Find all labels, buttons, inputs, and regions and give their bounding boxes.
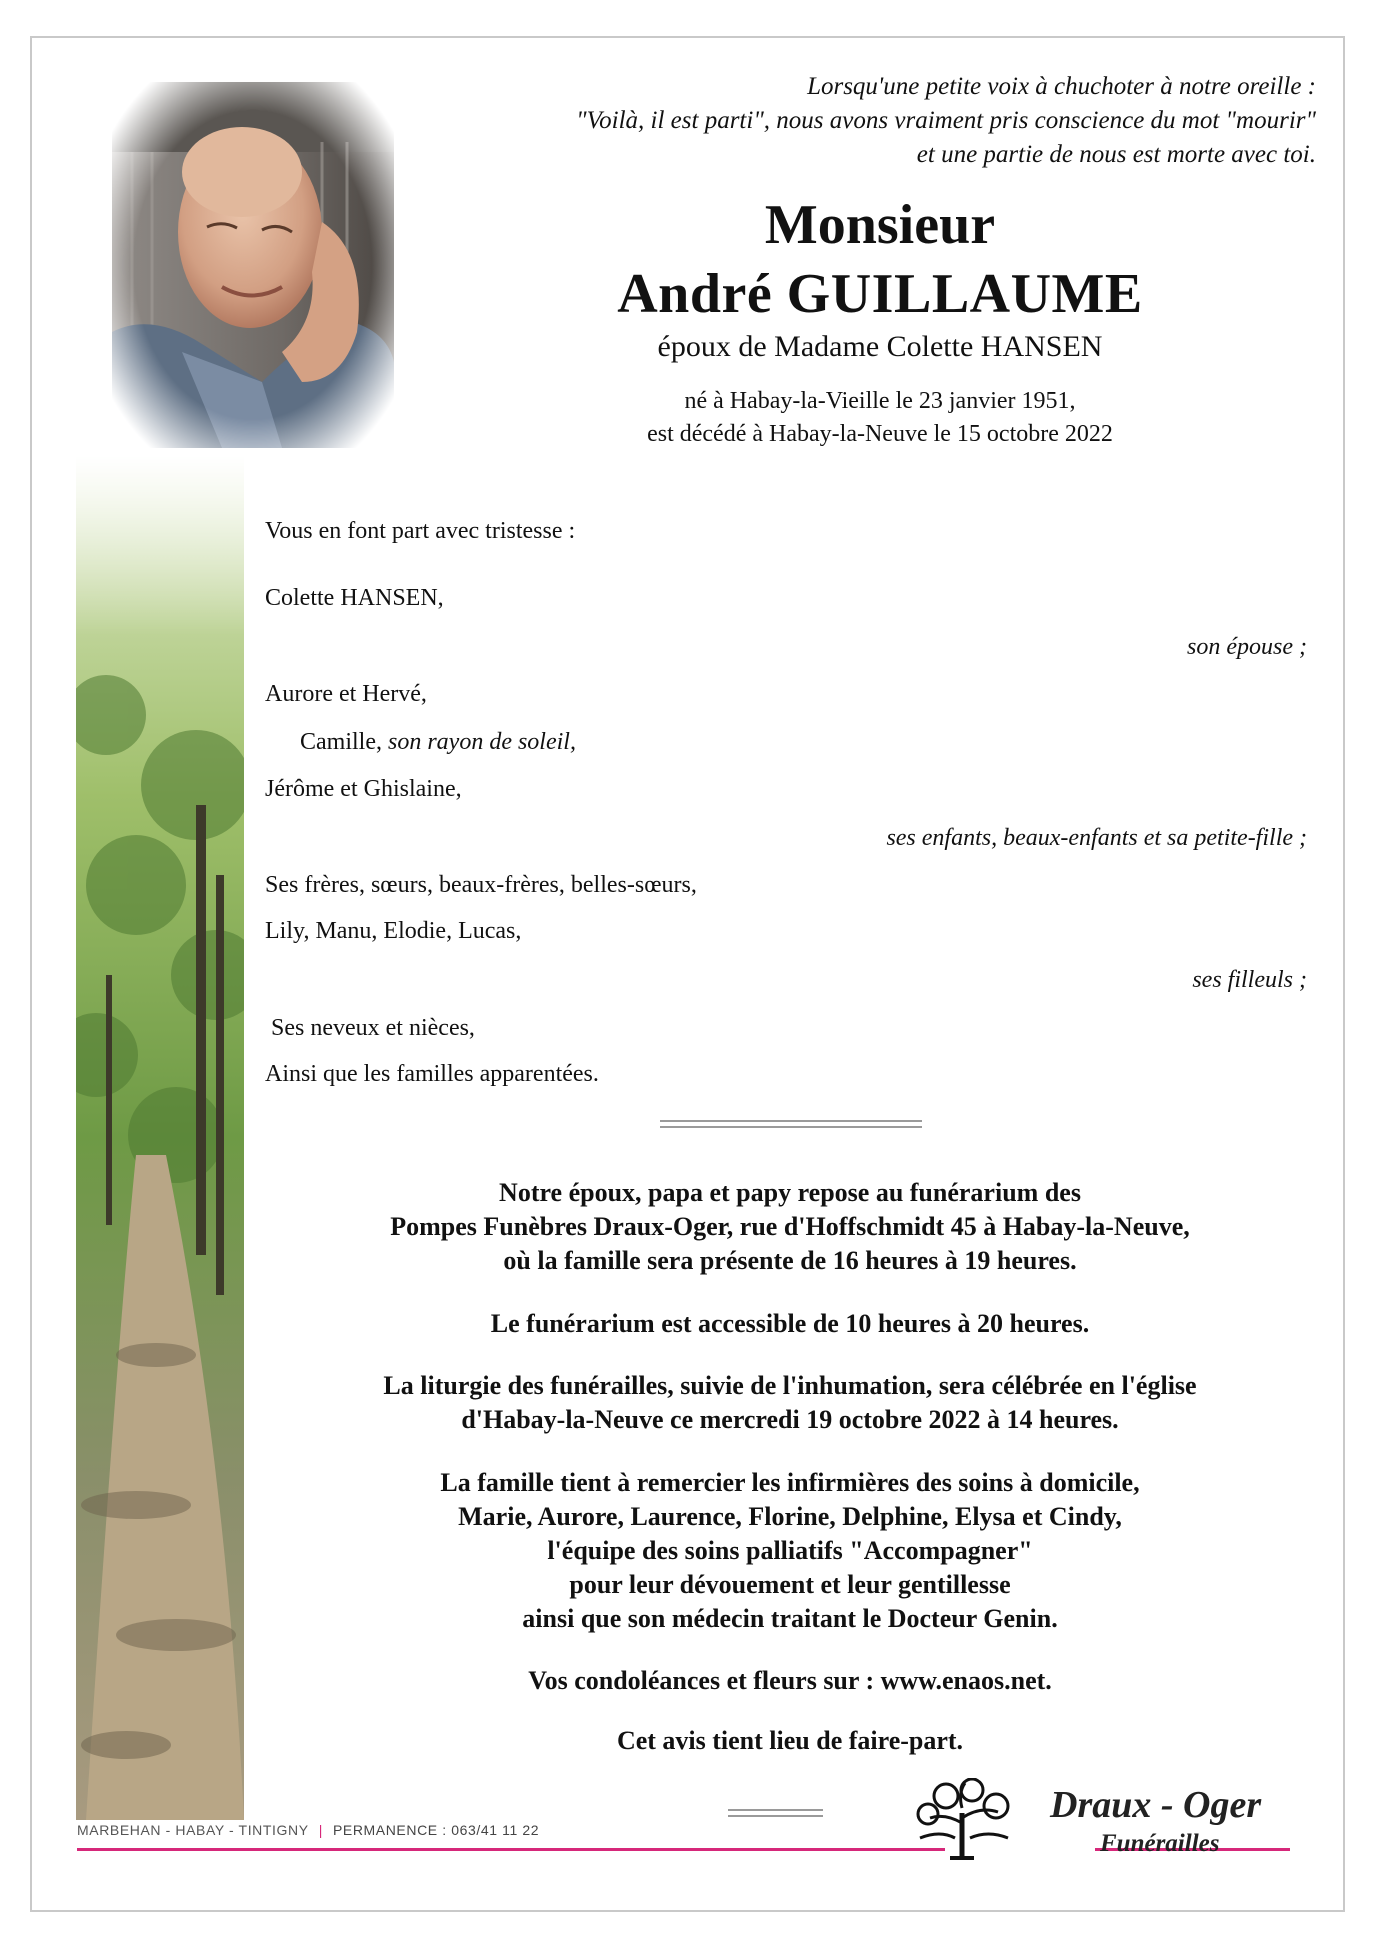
quote-line: Lorsqu'une petite voix à chuchoter à notre oreille : [807,73,1316,100]
role-children: ses enfants, beaux-enfants et sa petite-fille ; [886,825,1307,851]
footer-contact [77,1822,539,1838]
divider-line [660,1120,922,1122]
notice-line [280,1724,1300,1758]
info-line: La liturgie des funérailles, suivie de l'inhumation, sera célébrée en l'église [383,1371,1197,1400]
tree-logo-icon [910,1778,1015,1860]
thanks-paragraph [280,1466,1300,1636]
spouse-line: époux de Madame Colette HANSEN [657,330,1103,363]
forest-path-image [76,455,244,1820]
brand-subtitle: Funérailles [1100,1830,1220,1857]
quote-line: et une partie de nous est morte avec toi. [916,141,1316,168]
epitaph-quote [416,70,1316,172]
footer-permanence: PERMANENCE : 063/41 11 22 [332,1822,540,1838]
footer-divider [728,1809,823,1811]
family-godchildren: Lily, Manu, Elodie, Lucas, [265,918,522,944]
family-intro: Vous en font part avec tristesse : [265,518,576,544]
family-grandchild [300,729,576,756]
footer-separator: | [318,1822,323,1838]
footer-accent-line [77,1848,945,1851]
footer-locations: MARBEHAN - HABAY - TINTIGNY [77,1822,309,1838]
info-line: ainsi que son médecin traitant le Docteur Genin. [522,1604,1058,1633]
info-line: Marie, Aurore, Laurence, Florine, Delphine, Elysa et Cindy, [458,1502,1122,1531]
info-line: Notre époux, papa et papy repose au funérarium des [499,1178,1081,1207]
brand-name: Draux - Oger [1050,1784,1262,1826]
info-line: Vos condoléances et fleurs sur : www.enaos.net. [528,1666,1052,1695]
family-child-1: Aurore et Hervé, [265,681,427,707]
death-line: est décédé à Habay-la-Neuve le 15 octobre 2022 [647,421,1113,447]
role-spouse: son épouse ; [1187,634,1307,660]
grandchild-note: son rayon de soleil, [387,729,576,755]
portrait-photo [112,82,394,448]
info-line: Cet avis tient lieu de faire-part. [616,1726,964,1755]
condolences-line [280,1664,1300,1698]
info-line: pour leur dévouement et leur gentillesse [569,1570,1011,1599]
family-relatives: Ainsi que les familles apparentées. [265,1061,599,1087]
family-nephews: Ses neveux et nièces, [271,1015,475,1041]
funerarium-paragraph [280,1176,1300,1278]
deceased-name: André GUILLAUME [617,263,1143,325]
role-godchildren: ses filleuls ; [1192,967,1307,993]
info-line: Le funérarium est accessible de 10 heures à 20 heures. [490,1309,1090,1338]
family-siblings: Ses frères, sœurs, beaux-frères, belles-sœurs, [265,872,697,898]
info-line: La famille tient à remercier les infirmières des soins à domicile, [440,1468,1140,1497]
info-line: l'équipe des soins palliatifs "Accompagner" [547,1536,1033,1565]
info-line: où la famille sera présente de 16 heures à 19 heures. [503,1246,1077,1275]
quote-line: "Voilà, il est parti", nous avons vraiment pris conscience du mot "mourir" [576,107,1316,134]
family-child-2: Jérôme et Ghislaine, [265,776,462,802]
info-line: d'Habay-la-Neuve ce mercredi 19 octobre 2022 à 14 heures. [461,1405,1119,1434]
info-line: Pompes Funèbres Draux-Oger, rue d'Hoffschmidt 45 à Habay-la-Neuve, [390,1212,1190,1241]
liturgy-paragraph [280,1369,1300,1437]
opening-hours [280,1307,1300,1341]
birth-death-dates [560,385,1200,451]
birth-line: né à Habay-la-Vieille le 23 janvier 1951, [684,388,1076,414]
footer-divider [728,1815,823,1817]
family-spouse: Colette HANSEN, [265,585,444,611]
grandchild-name: Camille, [300,729,382,755]
divider-line [660,1126,922,1128]
honorific-title: Monsieur [764,194,996,256]
